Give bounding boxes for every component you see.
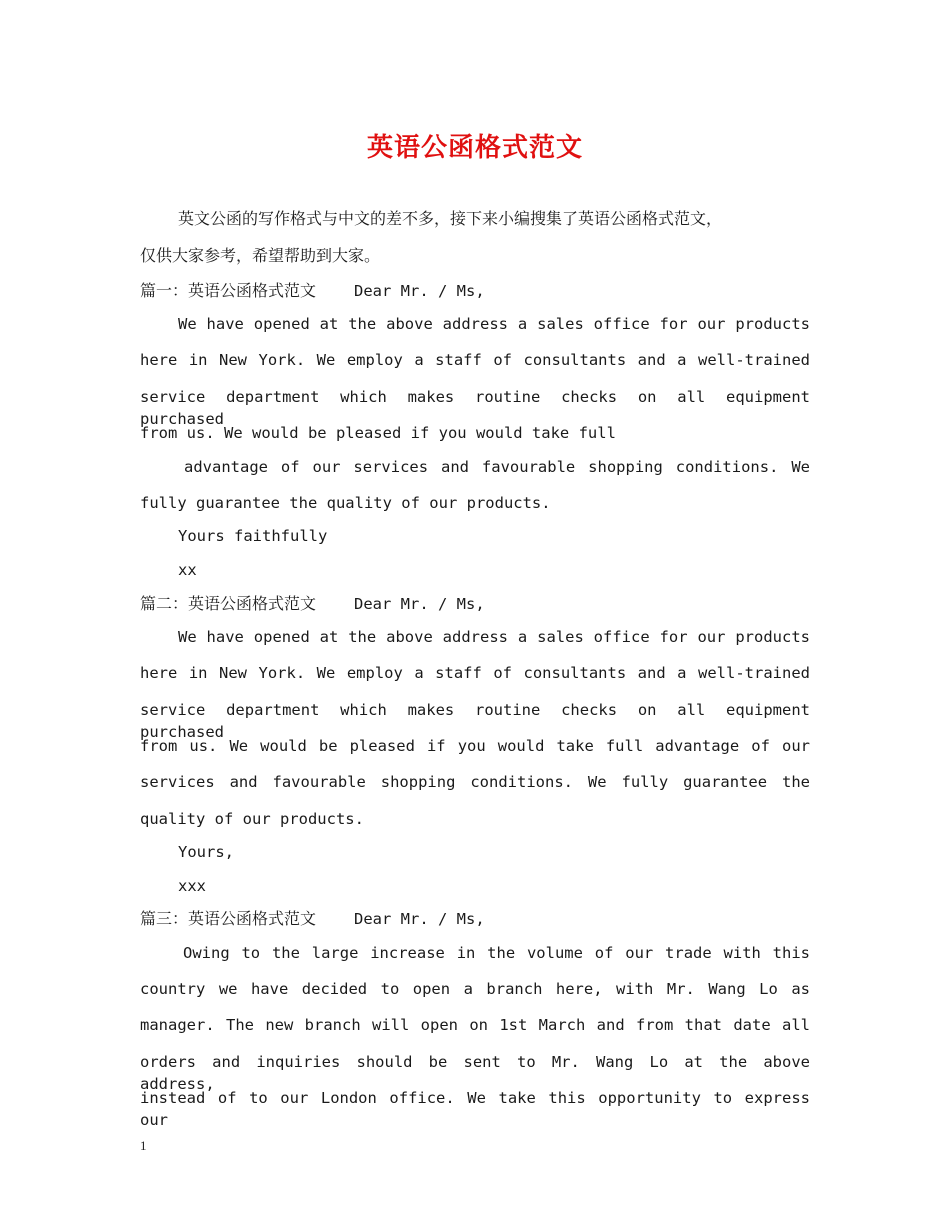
section-1-salutation: Dear Mr. / Ms, <box>354 282 485 300</box>
section-3-line-5: instead of to our London office. We take this opportunity to express our <box>140 1089 810 1129</box>
page-number: 1 <box>140 1138 147 1153</box>
intro-line-2: 仅供大家参考，希望帮助到大家。 <box>140 246 381 265</box>
section-1-line-4: from us. We would be pleased if you would take full <box>140 424 616 442</box>
section-1-line-1: We have opened at the above address a sales office for our products <box>178 315 810 333</box>
section-1-header <box>140 280 810 302</box>
section-3-line-3: manager. The new branch will open on 1st March and from that date all <box>140 1016 810 1034</box>
section-1-heading: 篇一：英语公函格式范文 <box>140 281 317 300</box>
section-3-salutation: Dear Mr. / Ms, <box>354 910 485 928</box>
section-3-line-4: orders and inquiries should be sent to Mr. Wang Lo at the above address, <box>140 1053 810 1093</box>
section-2-signature: xxx <box>178 877 206 895</box>
section-1-line-2: here in New York. We employ a staff of consultants and a well-trained <box>140 351 810 369</box>
section-2-heading: 篇二：英语公函格式范文 <box>140 594 317 613</box>
section-2-line-2: here in New York. We employ a staff of consultants and a well-trained <box>140 664 810 682</box>
section-2-line-5: services and favourable shopping conditions. We fully guarantee the <box>140 773 810 791</box>
section-1-closing: Yours faithfully <box>178 527 328 545</box>
section-2-line-3: service department which makes routine checks on all equipment purchased <box>140 701 810 741</box>
section-3-heading: 篇三：英语公函格式范文 <box>140 909 317 928</box>
section-1-line-6: fully guarantee the quality of our products. <box>140 494 551 512</box>
section-2-header <box>140 593 810 615</box>
section-3-line-1: Owing to the large increase in the volume of our trade with this <box>183 944 810 962</box>
section-1-line-3: service department which makes routine checks on all equipment purchased <box>140 388 810 428</box>
section-3-line-2: country we have decided to open a branch here, with Mr. Wang Lo as <box>140 980 810 998</box>
section-2-salutation: Dear Mr. / Ms, <box>354 595 485 613</box>
section-1-signature: xx <box>178 561 197 579</box>
section-2-line-6: quality of our products. <box>140 810 364 828</box>
intro-line-1: 英文公函的写作格式与中文的差不多，接下来小编搜集了英语公函格式范文， <box>178 209 723 228</box>
section-2-closing: Yours, <box>178 843 234 861</box>
section-2-line-4: from us. We would be pleased if you would take full advantage of our <box>140 737 810 755</box>
section-2-line-1: We have opened at the above address a sales office for our products <box>178 628 810 646</box>
section-1-line-5: advantage of our services and favourable shopping conditions. We <box>184 458 810 476</box>
section-3-header <box>140 908 810 930</box>
document-title: 英语公函格式范文 <box>366 133 583 163</box>
